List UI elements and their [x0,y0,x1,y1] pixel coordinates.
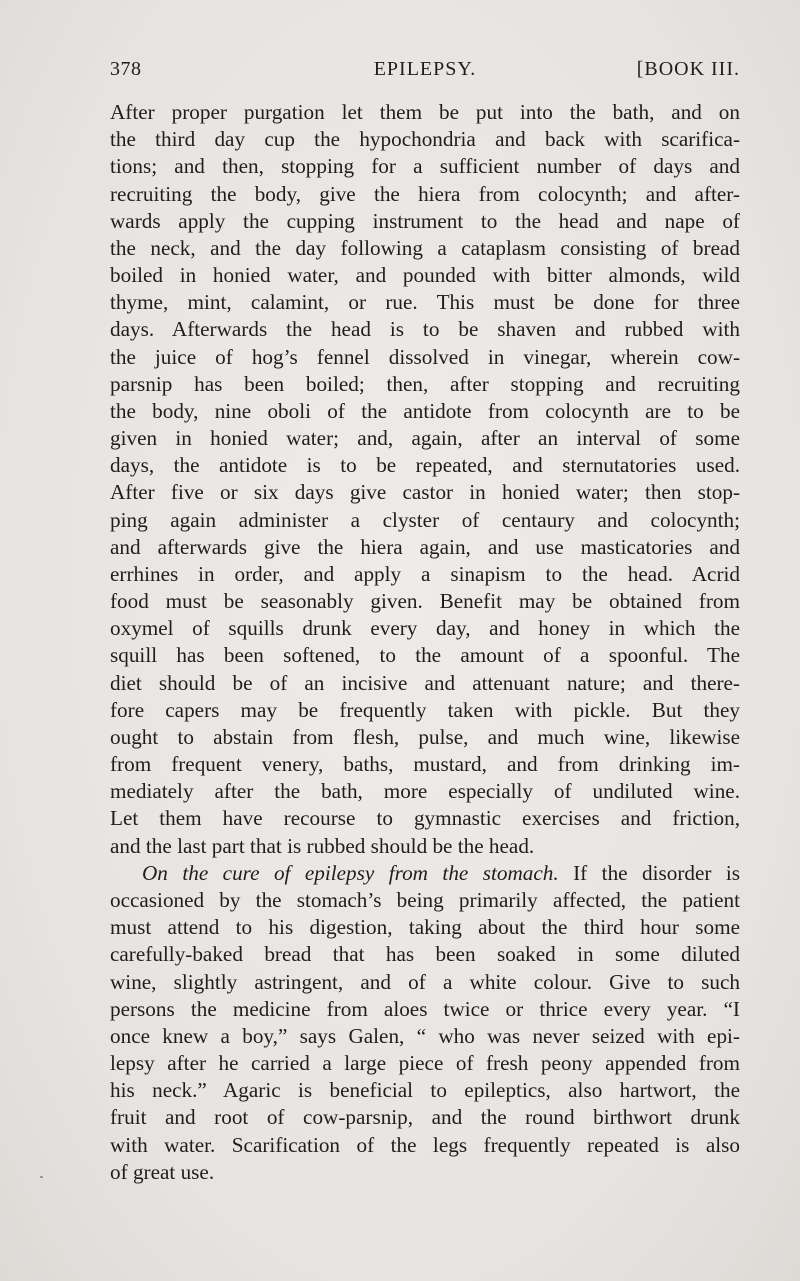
running-header [110,58,740,88]
text-line: fore capers may be frequently taken with pickle. But they [110,697,740,722]
text-line: food must be seasonably given. Benefit may be obtained from [110,589,740,614]
text-line: errhines in order, and apply a sinapism to the head. Acrid [110,561,740,586]
page-number: 378 [110,58,142,80]
page-body [110,99,740,1186]
text-line: the body, nine oboli of the antidote from colocynth are to be [110,398,740,423]
text-line: After five or six days give castor in honied water; then stop- [110,480,740,505]
text-line: of great use. [110,1159,215,1184]
text-line: with water. Scarification of the legs frequently repeated is also [110,1132,740,1157]
text-line: After proper purgation let them be put into the bath, and on [110,100,740,124]
text-line: thyme, mint, calamint, or rue. This must be done for three [110,290,740,315]
section-heading: On the cure of epilepsy from the stomach. [142,860,559,885]
running-title: EPILEPSY. [373,58,477,80]
text-line: parsnip has been boiled; then, after stopping and recruiting [110,371,740,396]
text-line: wards apply the cupping instrument to the head and nape of [110,208,740,233]
text-line: boiled in honied water, and pounded with bitter almonds, wild [110,263,740,288]
text-line: given in honied water; and, again, after an interval of some [110,426,740,451]
text-line [110,860,740,887]
heading-continuation: If the disorder is [573,860,741,885]
text-line: the neck, and the day following a cataplasm consisting of bread [110,235,740,260]
text-line: mediately after the bath, more especially of undiluted wine. [110,779,740,804]
text-line: recruiting the body, give the hiera from colocynth; and after- [110,181,740,206]
text-line: squill has been softened, to the amount of a spoonful. The [110,643,740,668]
text-line: days. Afterwards the head is to be shaven and rubbed with [110,317,740,342]
text-line: his neck.” Agaric is beneficial to epileptics, also hartwort, the [110,1078,740,1103]
text-line: tions; and then, stopping for a sufficient number of days and [110,154,740,179]
text-line: occasioned by the stomach’s being primarily affected, the patient [110,887,740,912]
text-line: wine, slightly astringent, and of a white colour. Give to such [110,969,740,994]
text-line: and afterwards give the hiera again, and use masticatories and [110,534,740,559]
text-line: Let them have recourse to gymnastic exercises and friction, [110,806,740,831]
text-line: persons the medicine from aloes twice or thrice every year. “I [110,996,740,1021]
text-line: and the last part that is rubbed should be the head. [110,833,535,858]
text-line: from frequent venery, baths, mustard, and from drinking im- [110,752,740,777]
text-line: ought to abstain from flesh, pulse, and much wine, likewise [110,724,740,749]
text-line: once knew a boy,” says Galen, “ who was never seized with epi- [110,1023,740,1048]
text-line: carefully-baked bread that has been soaked in some diluted [110,942,740,967]
paper-speck [40,1176,43,1178]
text-line: the third day cup the hypochondria and back with scarifica- [110,127,740,152]
text-line: the juice of hog’s fennel dissolved in vinegar, wherein cow- [110,344,740,369]
text-line: ping again administer a clyster of centaury and colocynth; [110,507,740,532]
text-line: lepsy after he carried a large piece of fresh peony appended from [110,1051,740,1076]
paragraph-purgation-regimen [110,99,740,860]
text-line: days, the antidote is to be repeated, and sternutatories used. [110,453,740,478]
book-reference: [BOOK III. [636,58,740,80]
text-line: fruit and root of cow-parsnip, and the round birthwort drunk [110,1105,740,1130]
text-line: diet should be of an incisive and attenuant nature; and there- [110,670,740,695]
text-line: must attend to his digestion, taking about the third hour some [110,915,740,940]
paragraph-epilepsy-from-stomach [110,860,740,1186]
text-line: oxymel of squills drunk every day, and honey in which the [110,616,740,641]
